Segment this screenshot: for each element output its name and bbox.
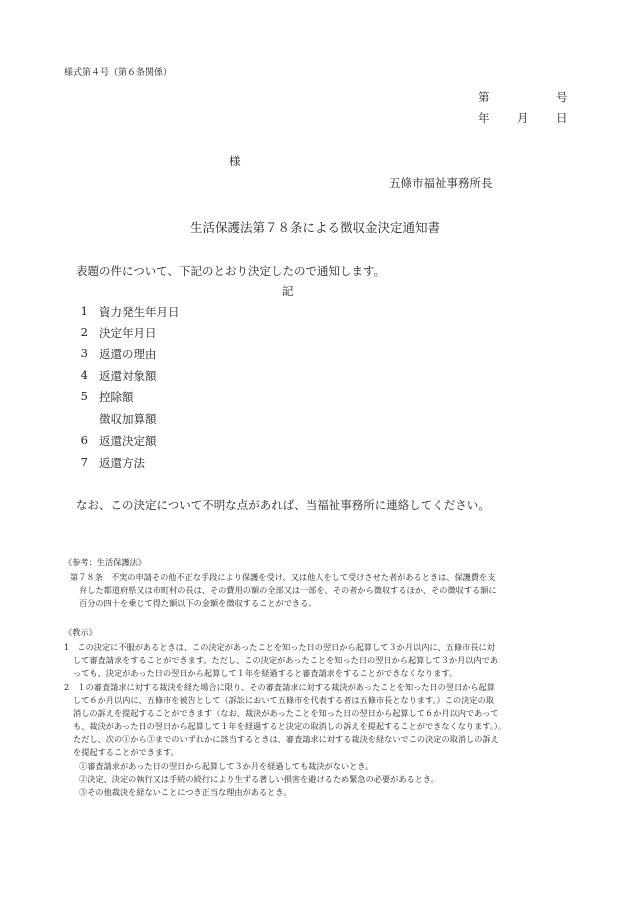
- document-title: 生活保護法第７８条による徴収金決定通知書: [189, 220, 440, 235]
- item-label: 徴収加算額: [99, 412, 157, 426]
- item-label: 返還対象額: [99, 369, 157, 383]
- item-label: 返還方法: [99, 456, 145, 470]
- document-number-prefix: 第: [478, 90, 490, 104]
- notice-line: 消しの訴えを提起することができます（なお、裁決があったことを知った日の翌日から起算して６か月以内であって: [73, 708, 499, 718]
- notice-line: を提起することができます。: [73, 747, 179, 757]
- date-year-label: 年: [478, 111, 490, 125]
- addressee-honorific: 様: [229, 154, 241, 168]
- notice-line: して審査請求をすることができます。ただし、この決定があったことを知った日の翌日から起算して３か月以内であ: [73, 655, 499, 665]
- notice-line: っても、決定があった日の翌日から起算して１年を経過すると審査請求をすることができなくなります。: [73, 668, 458, 678]
- item-label: 資力発生年月日: [99, 305, 180, 319]
- notice-line: 1 この決定に不服があるときは、この決定があったことを知った日の翌日から起算して３か月以内に、五條市長に対: [64, 642, 495, 652]
- reference-line: 弁した都道府県又は市町村の長は、その費用の額の全部又は一部を、その者から徴収するほか、その徴収する額に: [79, 585, 497, 595]
- item-number: 2: [80, 325, 88, 339]
- item-number: 6: [80, 433, 88, 447]
- date-month-label: 月: [517, 111, 529, 125]
- item-number: 7: [80, 455, 88, 469]
- document-number-suffix: 号: [556, 90, 568, 104]
- notice-subitem: ②決定、決定の執行又は手続の続行により生ずる著しい損害を避けるため緊急の必要があるとき。: [79, 774, 439, 784]
- item-label: 決定年月日: [99, 326, 157, 340]
- item-label: 控除額: [99, 390, 134, 404]
- issuer-name: 五條市福祉事務所長: [389, 176, 493, 190]
- reference-heading: 《参考：生活保護法》: [64, 557, 146, 567]
- notice-line: も、裁決があった日の翌日から起算して１年を経過すると決定の取消しの訴えを提起することができなくなります。）。: [73, 721, 507, 731]
- item-number: 1: [80, 304, 88, 318]
- item-number: 4: [80, 368, 88, 382]
- notice-subitem: ①審査請求があった日の翌日から起算して３か月を経過しても裁決がないとき。: [79, 761, 374, 771]
- reference-line: 第７８条 不実の申請その他不正な手段により保護を受け、又は他人をして受けさせた者があるときは、保護費を支: [70, 572, 496, 582]
- item-label: 返還決定額: [99, 434, 157, 448]
- intro-text: 表題の件について、下記のとおり決定したので通知します。: [76, 264, 386, 278]
- item-label: 返還の理由: [99, 347, 157, 361]
- notice-heading: 《教示》: [64, 627, 97, 637]
- reference-line: 百分の四十を乗じて得た額以下の金額を徴収することができる。: [79, 598, 317, 608]
- notice-line: ただし、次の①から③までのいずれかに該当するときは、審査請求に対する裁決を経ないでこの決定の取消しの訴え: [73, 734, 499, 744]
- item-number: 5: [80, 389, 88, 403]
- notice-subitem: ③その他裁決を経ないことにつき正当な理由があるとき。: [79, 787, 292, 797]
- date-day-label: 日: [556, 111, 568, 125]
- notice-line: 2 １の審査請求に対する裁決を経た場合に限り、その審査請求に対する裁決があったことを知った日の翌日から起算: [64, 682, 495, 692]
- notice-line: して６か月以内に、五條市を被告として（訴訟において五條市を代表する者は五條市長となります。）この決定の取: [73, 695, 494, 705]
- item-number: 3: [80, 346, 88, 360]
- ki-label: 記: [282, 284, 294, 298]
- form-label: 様式第４号（第６条関係）: [64, 68, 173, 78]
- closing-text: なお、この決定について不明な点があれば、当福祉事務所に連絡してください。: [76, 498, 490, 512]
